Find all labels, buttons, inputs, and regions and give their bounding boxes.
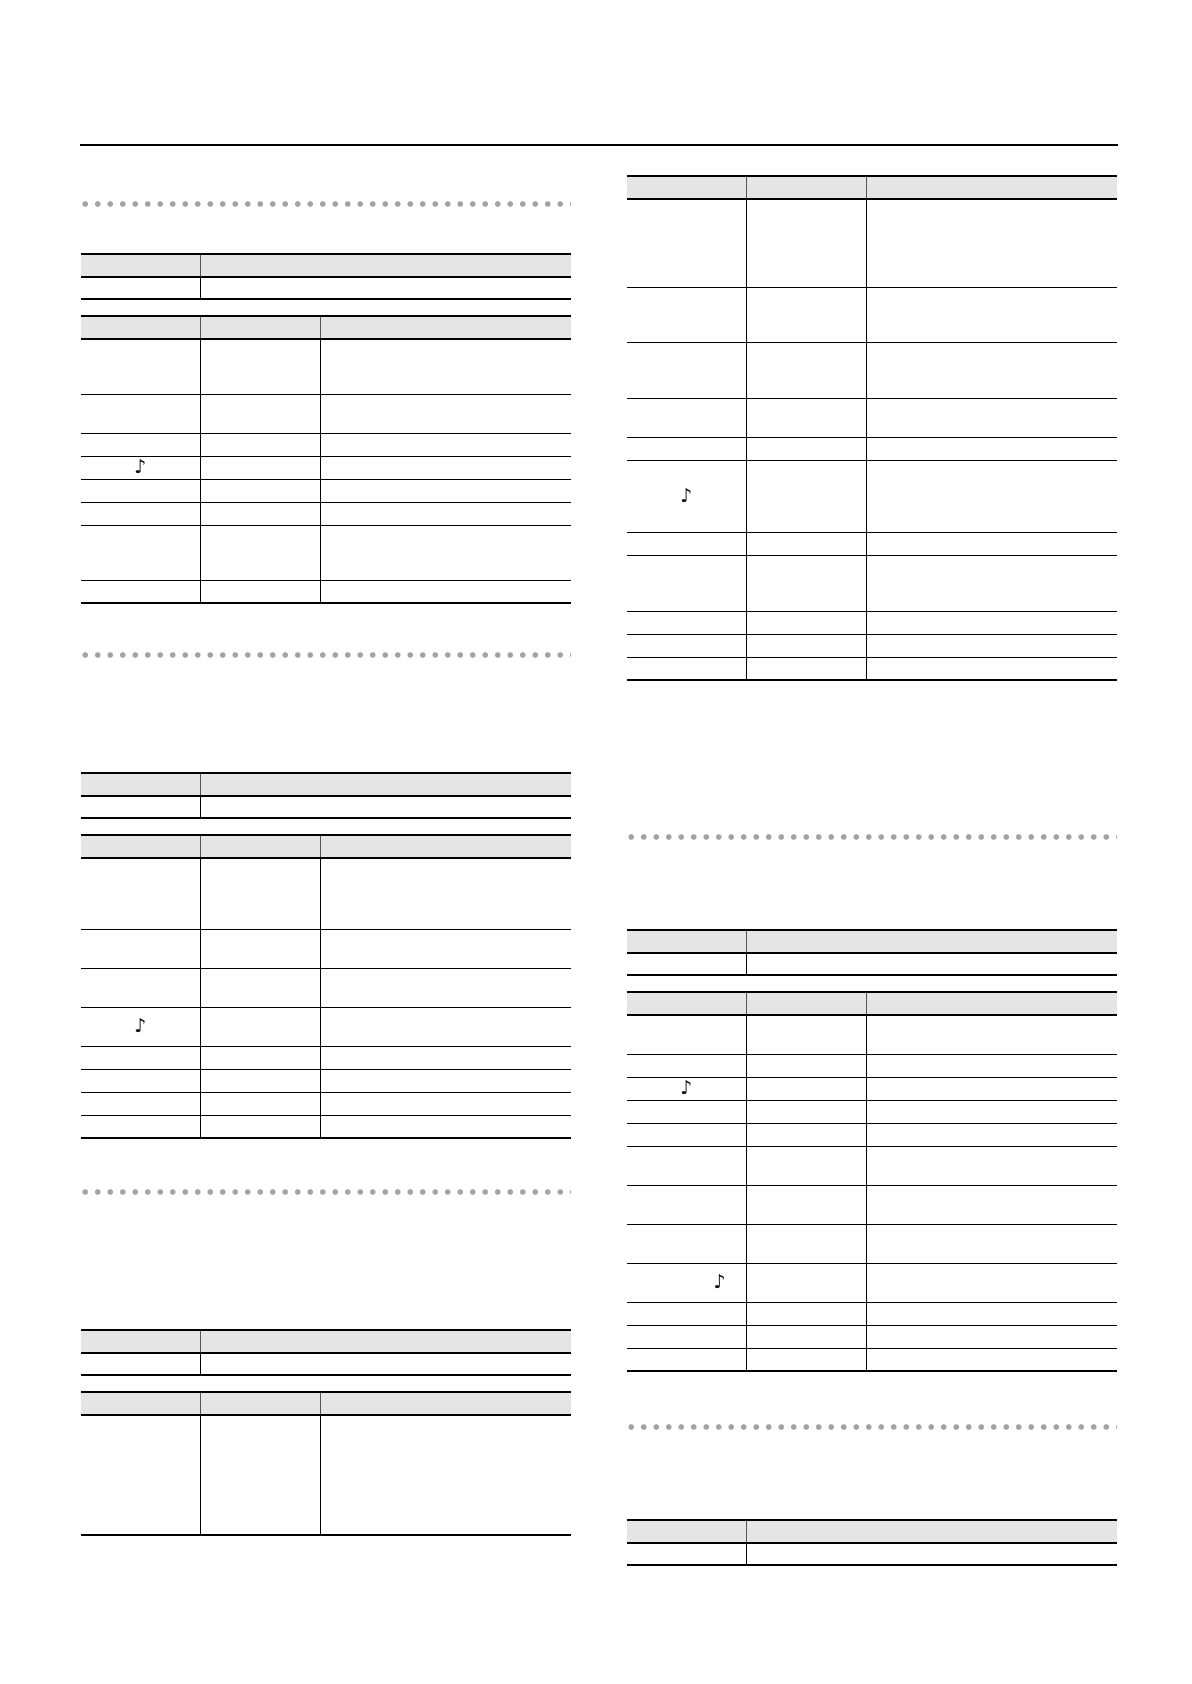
table-cell [81,525,200,580]
table-cell [866,1185,1117,1224]
table-cell [320,433,571,456]
table-cell [866,611,1117,634]
table-row [81,929,571,968]
table-row [627,1077,1117,1100]
table-row [81,254,571,277]
table-row [627,634,1117,657]
table-cell [81,796,200,818]
header-cell [200,254,571,277]
table-cell [81,339,200,394]
table-cell [200,525,320,580]
table-cell [320,1046,571,1069]
table-cell [866,532,1117,555]
table-row [81,773,571,796]
table-cell [746,555,866,611]
table-cell [320,1115,571,1138]
table-cell [81,1046,200,1069]
header-cell [81,316,200,339]
parameter-table [81,834,571,1139]
table-row [627,176,1117,199]
table-cell [81,929,200,968]
table-cell [320,525,571,580]
header-cell [200,316,320,339]
table-row [81,1115,571,1138]
table-cell [746,1185,866,1224]
table-cell [627,532,746,555]
table-row [627,398,1117,437]
table-cell [200,1046,320,1069]
header-cell [746,1520,1117,1543]
table-cell [81,968,200,1007]
table-cell [627,1224,746,1263]
table-cell [627,398,746,437]
table-row [627,930,1117,953]
table-cell [746,1146,866,1185]
header-cell [320,835,571,858]
table-row [81,394,571,433]
table-cell [746,611,866,634]
table-cell [81,858,200,929]
table-cell [627,1077,746,1100]
table-row [81,456,571,479]
table-cell [866,460,1117,532]
table-cell [81,1115,200,1138]
table-cell [200,479,320,502]
section-divider [627,834,1117,840]
table-cell [320,456,571,479]
table-cell [866,1077,1117,1100]
parameter-summary-table [81,772,571,819]
table-cell [627,1100,746,1123]
table-row [81,1415,571,1535]
table-cell [81,1007,200,1046]
table-cell [746,342,866,398]
table-cell [746,398,866,437]
table-cell [200,968,320,1007]
table-cell [200,1415,320,1535]
header-cell [200,1392,320,1415]
table-cell [627,953,746,975]
table-row [627,1054,1117,1077]
header-cell [746,176,866,199]
table-cell [200,456,320,479]
table-row [627,1185,1117,1224]
table-cell [746,1077,866,1100]
table-row [81,1392,571,1415]
table-row [81,1092,571,1115]
table-cell [320,1092,571,1115]
table-cell [81,1353,200,1375]
table-row [627,460,1117,532]
table-cell [627,1146,746,1185]
table-cell [200,502,320,525]
header-cell [627,176,746,199]
table-row [81,1007,571,1046]
table-cell [746,1263,866,1302]
parameter-table [81,315,571,604]
table-row [81,525,571,580]
table-row [81,433,571,456]
table-cell [746,634,866,657]
table-cell [627,611,746,634]
table-cell [866,1054,1117,1077]
table-row [627,1325,1117,1348]
section-divider [627,1424,1117,1430]
header-cell [746,992,866,1015]
eighth-note-icon: ♪ [680,1077,693,1099]
table-row [81,479,571,502]
table-cell [81,479,200,502]
table-row [81,1330,571,1353]
table-cell [200,277,571,299]
table-cell [320,339,571,394]
table-cell [866,437,1117,460]
table-row [627,1543,1117,1565]
table-cell [627,1348,746,1371]
table-cell [627,1123,746,1146]
eighth-note-icon: ♪ [134,456,147,478]
table-cell [746,437,866,460]
table-cell [200,929,320,968]
table-row [81,835,571,858]
table-cell [320,502,571,525]
table-cell [627,1302,746,1325]
top-rule [80,144,1118,146]
table-row [627,199,1117,287]
table-cell [627,1325,746,1348]
table-cell [627,1185,746,1224]
header-cell [81,773,200,796]
table-cell [866,1123,1117,1146]
table-cell [866,1224,1117,1263]
table-cell [81,394,200,433]
table-cell [200,1092,320,1115]
table-cell [320,1415,571,1535]
table-cell [81,1069,200,1092]
table-cell [81,1092,200,1115]
table-row [627,992,1117,1015]
table-cell [866,1325,1117,1348]
table-cell [866,1100,1117,1123]
table-cell [81,277,200,299]
table-row [627,611,1117,634]
table-cell [746,1543,1117,1565]
table-cell [200,1353,571,1375]
table-row [81,968,571,1007]
header-cell [81,254,200,277]
table-row [81,1069,571,1092]
table-cell [866,634,1117,657]
table-cell [746,287,866,342]
table-cell [200,1069,320,1092]
table-cell [627,460,746,532]
table-row [81,858,571,929]
table-cell [200,394,320,433]
table-cell [627,199,746,287]
table-cell [627,342,746,398]
eighth-note-icon: ♪ [134,1015,147,1037]
table-cell [320,968,571,1007]
table-cell [746,1100,866,1123]
table-cell [627,1054,746,1077]
table-cell [81,1415,200,1535]
table-row [81,316,571,339]
section-divider [81,201,571,207]
header-cell [866,992,1117,1015]
table-row [627,1302,1117,1325]
table-cell [200,580,320,603]
parameter-summary-table [627,1519,1117,1566]
table-cell [320,394,571,433]
table-cell [200,1115,320,1138]
table-cell [746,1348,866,1371]
table-cell [81,433,200,456]
table-cell [746,1325,866,1348]
table-cell [627,1543,746,1565]
table-cell [746,1015,866,1054]
table-row [81,1353,571,1375]
table-cell [746,953,1117,975]
table-cell [866,657,1117,680]
header-cell [320,1392,571,1415]
table-row [627,1263,1117,1302]
eighth-note-icon: ♪ [680,484,693,507]
table-row [627,1348,1117,1371]
table-cell [627,555,746,611]
table-cell [627,657,746,680]
table-cell [866,1146,1117,1185]
table-cell [746,657,866,680]
parameter-summary-table [81,1329,571,1376]
header-cell [81,835,200,858]
header-cell [200,773,571,796]
table-row [627,1520,1117,1543]
table-row [627,657,1117,680]
section-divider [81,652,571,658]
header-cell [200,835,320,858]
table-cell [866,555,1117,611]
table-cell [320,1069,571,1092]
table-cell [746,460,866,532]
table-cell [200,858,320,929]
table-cell [866,342,1117,398]
parameter-table [81,1391,571,1536]
table-row [627,1015,1117,1054]
table-cell [866,199,1117,287]
table-cell [81,580,200,603]
table-row [627,1123,1117,1146]
header-cell [320,316,571,339]
table-row [81,502,571,525]
table-cell [746,1302,866,1325]
table-row [627,532,1117,555]
table-cell [866,398,1117,437]
table-row [627,342,1117,398]
header-cell [200,1330,571,1353]
table-row [81,796,571,818]
table-row [81,580,571,603]
table-cell [746,1054,866,1077]
header-cell [627,1520,746,1543]
table-cell [320,929,571,968]
header-cell [746,930,1117,953]
header-cell [81,1330,200,1353]
table-cell [627,1263,746,1302]
table-cell [81,456,200,479]
table-cell [320,1007,571,1046]
table-cell [866,1348,1117,1371]
table-cell [320,479,571,502]
table-cell [746,532,866,555]
table-cell [200,339,320,394]
table-cell [627,437,746,460]
eighth-note-icon: ♪ [713,1271,726,1293]
table-row [627,1224,1117,1263]
table-row [627,1146,1117,1185]
header-cell [627,992,746,1015]
table-cell [320,580,571,603]
table-row [627,287,1117,342]
table-row [81,1046,571,1069]
table-row [81,339,571,394]
table-cell [866,1015,1117,1054]
table-row [627,953,1117,975]
parameter-table [627,991,1117,1372]
table-cell [627,634,746,657]
table-cell [200,1007,320,1046]
table-cell [200,796,571,818]
parameter-summary-table [627,929,1117,976]
table-cell [81,502,200,525]
section-divider [81,1189,571,1195]
table-cell [627,287,746,342]
table-cell [746,1224,866,1263]
parameter-table-continued [627,175,1117,681]
table-cell [627,1015,746,1054]
table-cell [866,287,1117,342]
table-row [627,1100,1117,1123]
header-cell [627,930,746,953]
table-row [627,555,1117,611]
header-cell [81,1392,200,1415]
table-row [81,277,571,299]
table-cell [866,1263,1117,1302]
table-cell [320,858,571,929]
table-cell [200,433,320,456]
header-cell [866,176,1117,199]
parameter-summary-table [81,253,571,300]
table-cell [746,199,866,287]
table-cell [746,1123,866,1146]
table-row [627,437,1117,460]
table-cell [866,1302,1117,1325]
